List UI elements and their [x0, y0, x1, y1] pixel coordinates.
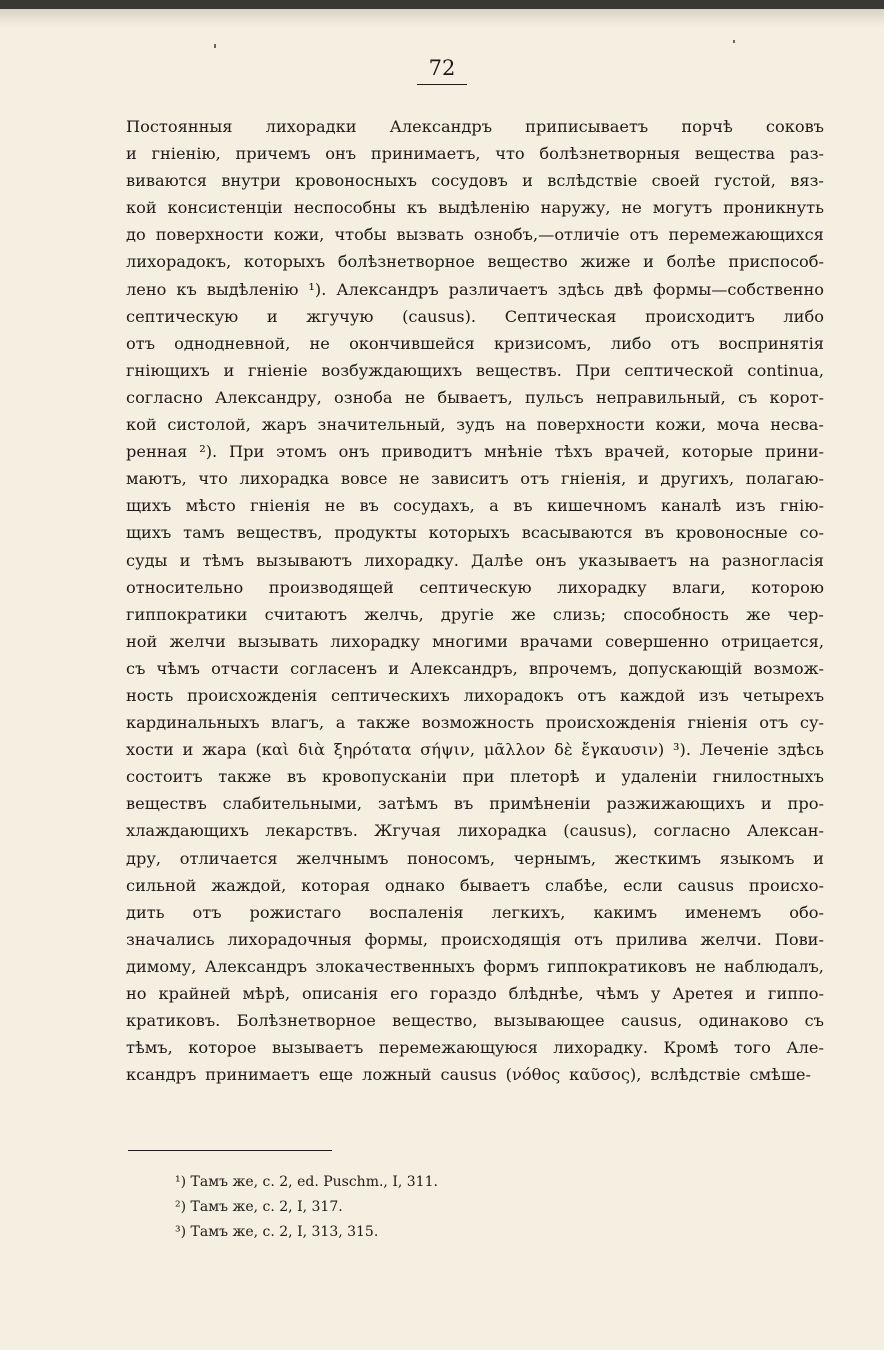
- text-line: гніющихъ и гніеніе возбуждающихъ веществъ. При септической continua,: [126, 360, 824, 380]
- text-line: Постоянныя лихорадки Александръ приписываетъ порчѣ соковъ: [126, 117, 824, 136]
- text-line: щихъ мѣсто гніенія не въ сосудахъ, а въ кишечномъ каналѣ изъ гнію-: [126, 496, 824, 516]
- footnote-separator: [128, 1150, 332, 1151]
- text-line: и гніенію, причемъ онъ принимаетъ, что болѣзнетворныя вещества раз-: [126, 144, 824, 164]
- text-line: лихорадокъ, которыхъ болѣзнетворное вещество жиже и болѣе приспособ-: [126, 252, 824, 272]
- text-line: состоитъ также въ кровопусканіи при плеторѣ и удаленіи гнилостныхъ: [126, 767, 824, 787]
- text-line: ренная ²). При этомъ онъ приводитъ мнѣніе тѣхъ врачей, которые прини-: [126, 442, 824, 462]
- text-line: согласно Александру, озноба не бываетъ, пульсъ неправильный, съ корот-: [126, 387, 824, 407]
- text-line: ность происхожденія септическихъ лихорадокъ отъ каждой изъ четырехъ: [126, 685, 824, 705]
- footnote: ²) Тамъ же, с. 2, I, 317.: [175, 1199, 343, 1215]
- footnotes: [175, 1170, 438, 1245]
- text-line: веществъ слабительными, затѣмъ въ примѣненіи разжижающихъ и про-: [126, 794, 824, 814]
- text-line: септическую и жгучую (causus). Септическая происходитъ либо: [126, 306, 824, 326]
- page-number: 72: [0, 56, 884, 85]
- text-line: до поверхности кожи, чтобы вызвать ознобъ,—отличіе отъ перемежающихся: [126, 225, 824, 245]
- text-line: ной желчи вызывать лихорадку многими врачами совершенно отрицается,: [126, 631, 824, 651]
- text-line: сильной жаждой, которая однако бываетъ слабѣе, если causus происхо-: [126, 875, 824, 895]
- text-line: кой консистенціи неспособны къ выдѣленію наружу, не могутъ проникнуть: [126, 198, 824, 218]
- scan-speck: [214, 44, 216, 48]
- text-line: дру, отличается желчнымъ поносомъ, чернымъ, жесткимъ языкомъ и: [126, 848, 824, 868]
- text-line: ксандръ принимаетъ еще ложный causus (νόθος καῦσος), вслѣдствіе смѣше-: [126, 1065, 811, 1085]
- scan-speck: [733, 40, 735, 43]
- body-text: [126, 113, 824, 1088]
- text-line: маютъ, что лихорадка вовсе не зависитъ отъ гніенія, и другихъ, полагаю-: [126, 469, 824, 489]
- text-line: съ чѣмъ отчасти согласенъ и Александръ, впрочемъ, допускающій возмож-: [126, 658, 824, 678]
- text-line: димому, Александръ злокачественныхъ формъ гиппократиковъ не наблюдалъ,: [126, 956, 824, 976]
- text-line: хости и жара (καὶ διὰ ξηρότατα σήψιν, μᾶλλον δὲ ἔγκαυσιν) ³). Леченіе здѣсь: [126, 740, 824, 760]
- scan-top-shadow: [0, 9, 884, 27]
- text-line: тѣмъ, которое вызываетъ перемежающуюся лихорадку. Кромѣ того Але-: [126, 1038, 824, 1058]
- text-line: значались лихорадочныя формы, происходящія отъ прилива желчи. Пови-: [126, 929, 824, 949]
- text-line: суды и тѣмъ вызываютъ лихорадку. Далѣе онъ указываетъ на разногласія: [126, 550, 824, 570]
- footnote: ³) Тамъ же, с. 2, I, 313, 315.: [175, 1224, 379, 1240]
- text-line: хлаждающихъ лекарствъ. Жгучая лихорадка (causus), согласно Алексан-: [126, 821, 824, 841]
- text-line: гиппократики считаютъ желчь, другіе же слизь; способность же чер-: [126, 604, 824, 624]
- text-line: дить отъ рожистаго воспаленія легкихъ, какимъ именемъ обо-: [126, 902, 824, 922]
- text-line: лено къ выдѣленію ¹). Александръ различаетъ здѣсь двѣ формы—собственно: [126, 279, 824, 299]
- scan-top-edge: [0, 0, 884, 9]
- footnote: ¹) Тамъ же, с. 2, ed. Puschm., I, 311.: [175, 1174, 438, 1190]
- text-line: кардинальныхъ влагъ, а также возможность происхожденія гніенія отъ су-: [126, 713, 824, 733]
- text-line: кой систолой, жаръ значительный, зудъ на поверхности кожи, моча несва-: [126, 415, 824, 435]
- text-line: но крайней мѣрѣ, описанія его гораздо блѣднѣе, чѣмъ у Аретея и гиппо-: [126, 984, 824, 1003]
- text-line: щихъ тамъ веществъ, продукты которыхъ всасываются въ кровоносные со-: [126, 523, 824, 543]
- text-line: виваются внутри кровоносныхъ сосудовъ и вслѣдствіе своей густой, вяз-: [126, 171, 824, 191]
- text-line: кратиковъ. Болѣзнетворное вещество, вызывающее causus, одинаково съ: [126, 1011, 824, 1031]
- text-line: относительно производящей септическую лихорадку влаги, которою: [126, 577, 824, 597]
- text-line: отъ однодневной, не окончившейся кризисомъ, либо отъ воспринятія: [126, 333, 824, 353]
